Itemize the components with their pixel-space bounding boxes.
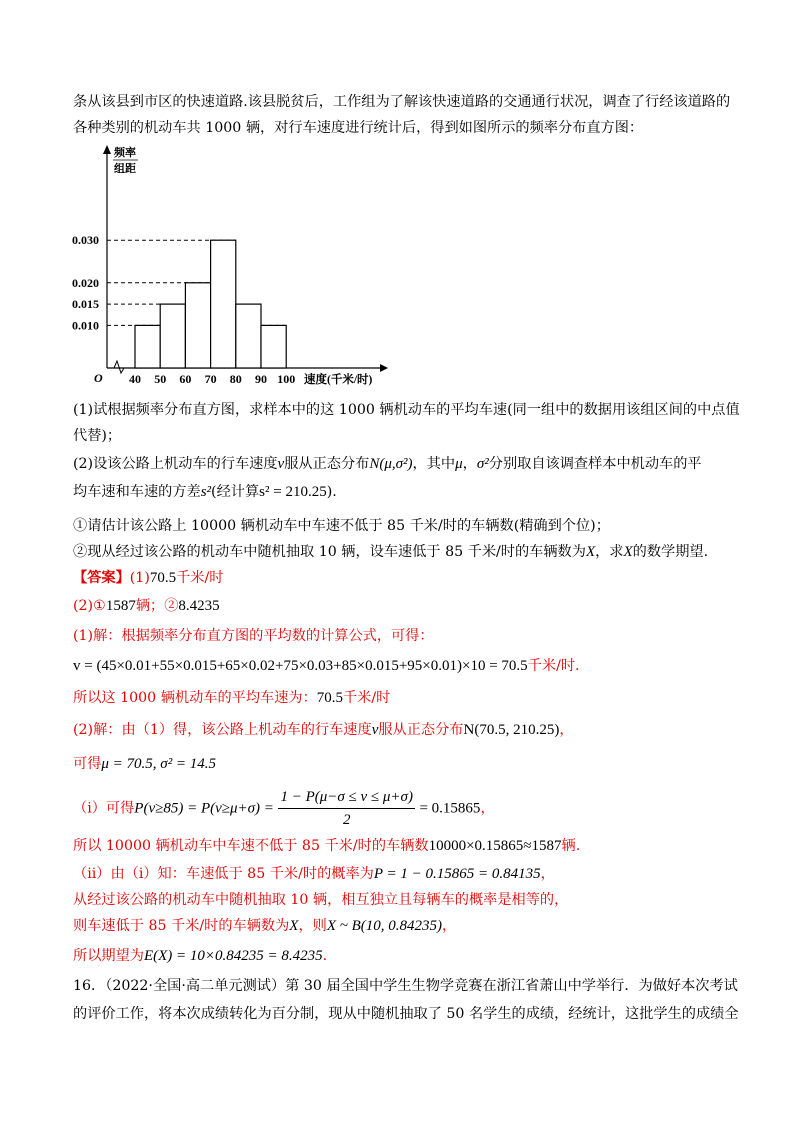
question-2-line-2: [73, 482, 337, 502]
s10-binomial: X ~ B(10, 0.84235): [326, 918, 443, 934]
s10-var-x: X: [289, 918, 299, 934]
histogram-bar: [211, 240, 236, 368]
x-axis-label: 速度(千米/时): [304, 374, 373, 386]
s6-text: （i）可得: [73, 800, 135, 817]
q2b-variance-eq: s² = 210.25: [259, 484, 327, 500]
y-tick-label: 0.030: [72, 233, 99, 248]
q2-text-b: 服从正态分布: [284, 456, 370, 472]
x-tick-label: 50: [154, 372, 167, 386]
answer-1-value: 70.5: [149, 570, 177, 586]
x-axis-arrow: [380, 364, 388, 372]
q2-comma: ，: [462, 456, 477, 472]
question-1-line-1: (1)试根据频率分布直方图，求样本中的这 1000 辆机动车的平均车速(同一组中的数据用该组区间的中点值: [73, 402, 740, 418]
x-tick-label: 90: [255, 372, 267, 386]
q2b-text-a: 均车速和车速的方差: [73, 484, 201, 500]
s5-params: μ = 70.5, σ² = 14.5: [101, 756, 217, 772]
q2-normal-dist: N(μ,σ²): [369, 456, 413, 472]
x-tick-label: 100: [277, 372, 296, 386]
mean-formula: v = (45×0.01+55×0.015+65×0.02+75×0.03+85×0.015+95×0.01)×10 = 70.5: [73, 658, 528, 674]
s7-text: 所以 10000 辆机动车中车速不低于 85 千米/时的车辆数: [73, 838, 429, 854]
mean-sentence: 所以这 1000 辆机动车的平均车速为：: [73, 690, 317, 706]
mean-value: 70.5: [316, 690, 344, 706]
s8-end: ，: [540, 866, 555, 882]
q2-var-v: v: [277, 456, 285, 472]
solution-line-8: [73, 864, 555, 884]
s6-lhs: P(v≥85) = P(v≥μ+σ) =: [134, 800, 274, 817]
q2ii-var-x2: X: [623, 544, 633, 560]
solution-line-2: [73, 656, 580, 676]
s8-text: （ii）由（i）知：车速低于 85 千米/时的概率为: [73, 866, 374, 882]
axis-break: [114, 361, 124, 373]
q2-text-c: ，其中: [412, 456, 456, 472]
answer-2-mid: 辆；②: [135, 598, 179, 614]
s11-expectation: E(X) = 10×0.84235 = 8.4235: [143, 948, 323, 964]
solution-line-4: [73, 720, 574, 740]
answer-line-1: [73, 568, 223, 588]
histogram-bar: [261, 325, 286, 368]
s4-text-b: 服从正态分布: [378, 722, 464, 738]
s7-end: 辆.: [561, 838, 581, 854]
s4-text-c: ，: [559, 722, 574, 738]
q2b-var-s: s²: [200, 484, 212, 500]
answer-1-prefix: (1): [129, 570, 150, 586]
s7-eq: 10000×0.15865≈1587: [428, 838, 562, 854]
q2-text-d: 分别取自该调查样本中机动车的平: [488, 456, 702, 472]
mean-unit: 千米/时: [343, 690, 391, 706]
s10-text-a: 则车速低于 85 千米/时的车辆数为: [73, 918, 290, 934]
s4-normal-dist: N(70.5, 210.25): [463, 722, 560, 738]
solution-line-3: [73, 688, 390, 708]
s6-denominator: 2: [342, 812, 351, 828]
y-axis-arrow: [103, 145, 111, 154]
q2ii-var-x: X: [585, 544, 596, 560]
x-tick-label: 80: [229, 372, 242, 386]
s6-numerator: 1 − P(μ−σ ≤ v ≤ μ+σ): [278, 786, 415, 809]
x-tick-label: 70: [204, 372, 217, 386]
mean-formula-unit: 千米/时.: [527, 658, 580, 674]
histogram-bar: [185, 283, 210, 368]
s6-end: ，: [480, 800, 495, 817]
solution-line-10: [73, 916, 456, 936]
answer-1-unit: 千米/时: [176, 570, 224, 586]
q2ii-text-b: ，求: [595, 544, 624, 560]
q2ii-text-a: ②现从经过该公路的机动车中随机抽取 10 辆，设车速低于 85 千米/时的车辆数为: [73, 544, 586, 560]
question-2-part-ii: [73, 542, 708, 562]
q2-var-mu: μ: [455, 456, 463, 472]
s8-eq: P = 1 − 0.15865 = 0.84135: [373, 866, 541, 882]
solution-line-11: [73, 946, 327, 966]
y-tick-label: 0.010: [72, 318, 99, 333]
s11-end: .: [322, 948, 328, 964]
question-1-line-2: 代替)；: [73, 428, 122, 444]
frequency-histogram: [70, 142, 410, 390]
s10-text-b: ，则: [298, 918, 327, 934]
answer-tag: 【答案】: [73, 570, 130, 586]
q2b-text-b: (经计算: [211, 484, 260, 500]
next-problem-line-2: 的评价工作，将本次成绩转化为百分制，现从中随机抽取了 50 名学生的成绩，经统计，这批学生的成绩全: [73, 1006, 739, 1022]
q2-var-sigma: σ²: [476, 456, 489, 472]
s11-text: 所以期望为: [73, 948, 144, 964]
q2b-text-c: ).: [326, 484, 337, 500]
solution-line-6: [73, 786, 495, 831]
solution-line-7: [73, 836, 580, 856]
solution-line-5: [73, 754, 216, 774]
histogram-bar: [160, 304, 185, 368]
x-tick-label: 40: [129, 372, 141, 386]
answer-2-value-2: 8.4235: [178, 598, 220, 614]
y-label-bottom: 组距: [114, 163, 136, 175]
histogram-bar: [236, 304, 261, 368]
q2-text-a: (2)设该公路上机动车的行车速度: [73, 456, 278, 472]
s5-text: 可得: [73, 756, 102, 772]
answer-2-value-1: 1587: [105, 598, 136, 614]
solution-line-1: (1)解：根据频率分布直方图的平均数的计算公式，可得：: [73, 628, 434, 644]
answer-2-prefix: (2)①: [73, 598, 106, 614]
solution-line-9: 从经过该公路的机动车中随机抽取 10 辆，相互独立且每辆车的概率是相等的，: [73, 892, 569, 908]
s10-end: ，: [442, 918, 457, 934]
y-label-top: 频率: [114, 147, 136, 159]
question-2-part-i: ①请估计该公路上 10000 辆机动车中车速不低于 85 千米/时的车辆数(精确到个位)；: [73, 518, 610, 534]
y-tick-label: 0.020: [72, 275, 99, 290]
s6-fraction: [278, 786, 415, 831]
q2ii-text-c: 的数学期望.: [632, 544, 709, 560]
s4-text-a: (2)解：由（1）得，该公路上机动车的行车速度: [73, 722, 372, 738]
origin-label: O: [94, 371, 103, 385]
y-tick-label: 0.015: [72, 297, 99, 312]
histogram-bar: [135, 325, 160, 368]
x-tick-label: 60: [179, 372, 192, 386]
intro-line-2: 各种类别的机动车共 1000 辆，对行车速度进行统计后，得到如图所示的频率分布直方图：: [73, 120, 644, 136]
answer-line-2: [73, 596, 220, 616]
s6-rhs: = 0.15865: [419, 800, 481, 817]
question-2-line-1: [73, 454, 702, 474]
intro-line-1: 条从该县到市区的快速道路.该县脱贫后，工作组为了解该快速道路的交通通行状况，调查了行经该道路的: [73, 94, 731, 110]
s4-var-v: v: [371, 722, 379, 738]
next-problem-line-1: 16．（2022·全国·高二单元测试）第 30 届全国中学生生物学竞赛在浙江省萧山中学举行．为做好本次考试: [73, 978, 738, 994]
